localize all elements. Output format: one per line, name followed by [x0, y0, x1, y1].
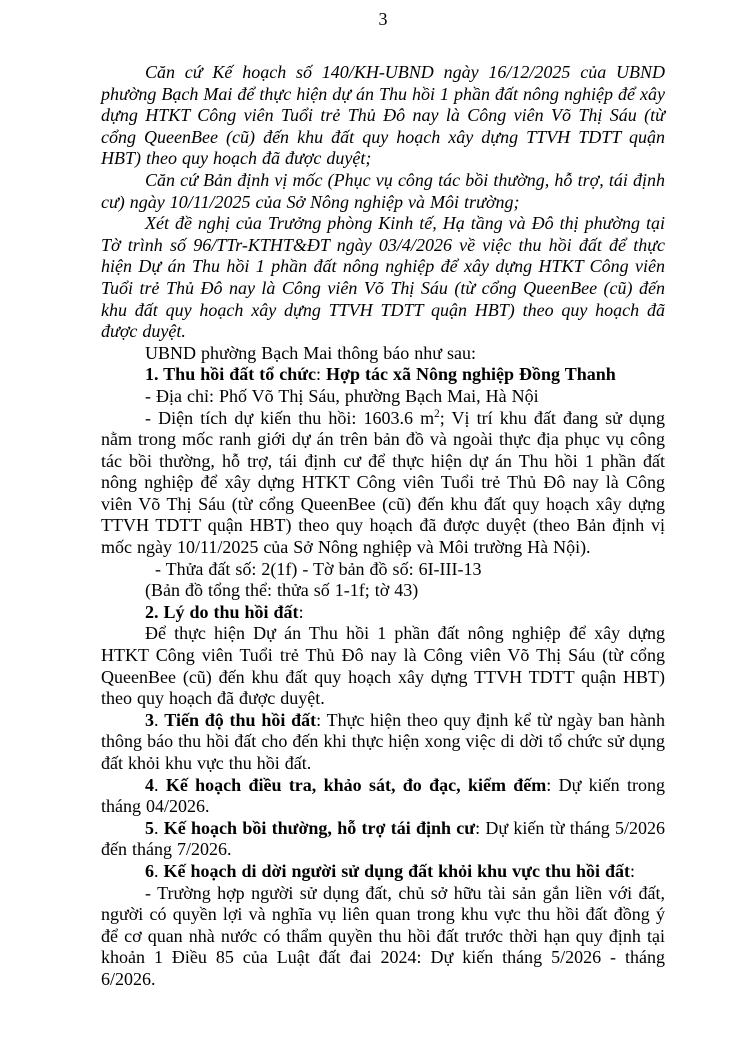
bold-text-run: 1. Thu hồi đất tổ chức — [145, 364, 317, 385]
bold-text-run: 5 — [145, 817, 154, 838]
paragraph — [101, 710, 665, 775]
text-run: (Bản đồ tổng thể: thửa số 1-1f; tờ 43) — [145, 580, 419, 601]
text-run: . — [154, 774, 166, 795]
bold-text-run: 4 — [145, 774, 154, 795]
bold-text-run: 6 — [145, 860, 154, 881]
bold-text-run: Tiến độ thu hồi đất — [164, 709, 317, 730]
text-run: : Thực hiện theo quy định kể từ ngày ban hành thông báo thu hồi đất cho đến khi thực hiện xong việc di dời tổ chức sử dụng đất khỏi khu vực thu hồi đất. — [101, 709, 665, 773]
text-run: ; Vị trí khu đất đang sử dụng nằm trong mốc ranh giới dự án trên bản đồ và ngoài thực địa phục vụ công tác bồi thường, hỗ trợ, tái định cư để thực hiện dự án Thu hồi 1 phần đất nông nghiệp để xây dựng HTKT Công viên Tuổi trẻ Thủ Đô nay là Công viên Võ Thị Sáu (từ cổng QueenBee (cũ) đến khu đất quy hoạch xây dựng TTVH TDTT quận HBT) theo quy hoạch đã được duyệt (theo Bản định vị mốc ngày 10/11/2025 của Sở Nông nghiệp và Môi trường Hà Nội). — [101, 407, 665, 558]
text-run: : Dự kiến trong tháng 04/2026. — [101, 774, 665, 817]
bold-text-run: Kế hoạch di dời người sử dụng đất khỏi khu vực thu hồi đất — [163, 860, 630, 881]
paragraph — [101, 559, 665, 581]
paragraph — [101, 364, 665, 386]
paragraph — [101, 62, 665, 170]
text-run: . — [154, 817, 164, 838]
bold-text-run: 3 — [145, 709, 154, 730]
paragraph — [101, 861, 665, 883]
paragraph — [101, 580, 665, 602]
paragraph — [101, 343, 665, 365]
text-run: : — [630, 860, 636, 881]
bold-text-run: 2. Lý do thu hồi đất — [145, 601, 299, 622]
paragraph — [101, 213, 665, 343]
bold-text-run: Kế hoạch điều tra, khảo sát, đo đạc, kiểm đếm — [165, 774, 547, 795]
text-run: Để thực hiện Dự án Thu hồi 1 phần đất nông nghiệp để xây dựng HTKT Công viên Tuổi trẻ Thủ Đô nay là Công viên Võ Thị Sáu (từ cổng QueenBee (cũ) đến khu đất quy hoạch xây dựng TTVH TDTT quận HBT) theo quy hoạch đã được duyệt. — [101, 623, 665, 709]
bold-text-run: Kế hoạch bồi thường, hỗ trợ tái định cư — [163, 817, 476, 838]
paragraph — [101, 170, 665, 213]
paragraph — [101, 775, 665, 818]
superscript-run: 2 — [434, 407, 440, 420]
text-run: : Dự kiến từ tháng 5/2026 đến tháng 7/2026. — [101, 817, 666, 860]
paragraph — [101, 386, 665, 408]
text-run: : — [316, 364, 327, 385]
paragraph — [101, 623, 665, 709]
text-run: - Diện tích dự kiến thu hồi: 1603.6 m — [145, 407, 435, 428]
paragraph — [101, 883, 665, 991]
document-body — [101, 62, 665, 991]
paragraph — [101, 602, 665, 624]
paragraph — [101, 818, 665, 861]
text-run: Xét đề nghị của Trưởng phòng Kinh tế, Hạ tầng và Đô thị phường tại Tờ trình số 96/TTr-KTHT&ĐT ngày 03/4/2026 về việc thu hồi đất để thực hiện Dự án Thu hồi 1 phần đất nông nghiệp để xây dựng HTKT Công viên Tuổi trẻ Thủ Đô nay là Công viên Võ Thị Sáu (từ cổng QueenBee (cũ) đến khu đất quy hoạch xây dựng TTVH TDTT quận HBT) theo quy hoạch đã được duyệt. — [101, 213, 665, 342]
text-run: Căn cứ Bản định vị mốc (Phục vụ công tác bồi thường, hỗ trợ, tái định cư) ngày 10/11/2025 của Sở Nông nghiệp và Môi trường; — [101, 169, 665, 212]
paragraph — [101, 408, 665, 559]
page-number: 3 — [378, 9, 388, 29]
text-run: . — [154, 709, 165, 730]
text-run: - Thửa đất số: 2(1f) - Tờ bản đồ số: 6I-III-13 — [155, 558, 482, 579]
text-run: Căn cứ Kế hoạch số 140/KH-UBND ngày 16/12/2025 của UBND phường Bạch Mai để thực hiện dự án Thu hồi 1 phần đất nông nghiệp để xây dựng HTKT Công viên Tuổi trẻ Thủ Đô nay là Công viên Võ Thị Sáu (từ cổng QueenBee (cũ) đến khu đất quy hoạch xây dựng TTVH TDTT quận HBT) theo quy hoạch đã được duyệt; — [101, 62, 665, 169]
text-run: : — [298, 601, 304, 622]
text-run: . — [154, 860, 164, 881]
text-run: UBND phường Bạch Mai thông báo như sau: — [145, 342, 476, 363]
text-run: - Địa chỉ: Phố Võ Thị Sáu, phường Bạch Mai, Hà Nội — [145, 385, 539, 406]
bold-text-run: Hợp tác xã Nông nghiệp Đồng Thanh — [326, 364, 616, 385]
text-run: - Trường hợp người sử dụng đất, chủ sở hữu tài sản gắn liền với đất, người có quyền lợi và nghĩa vụ liên quan trong khu vực thu hồi đất đồng ý để cơ quan nhà nước có thẩm quyền thu hồi đất trước thời hạn quy định tại khoản 1 Điều 85 của Luật đất đai 2024: Dự kiến tháng 5/2026 - tháng 6/2026. — [101, 882, 665, 989]
